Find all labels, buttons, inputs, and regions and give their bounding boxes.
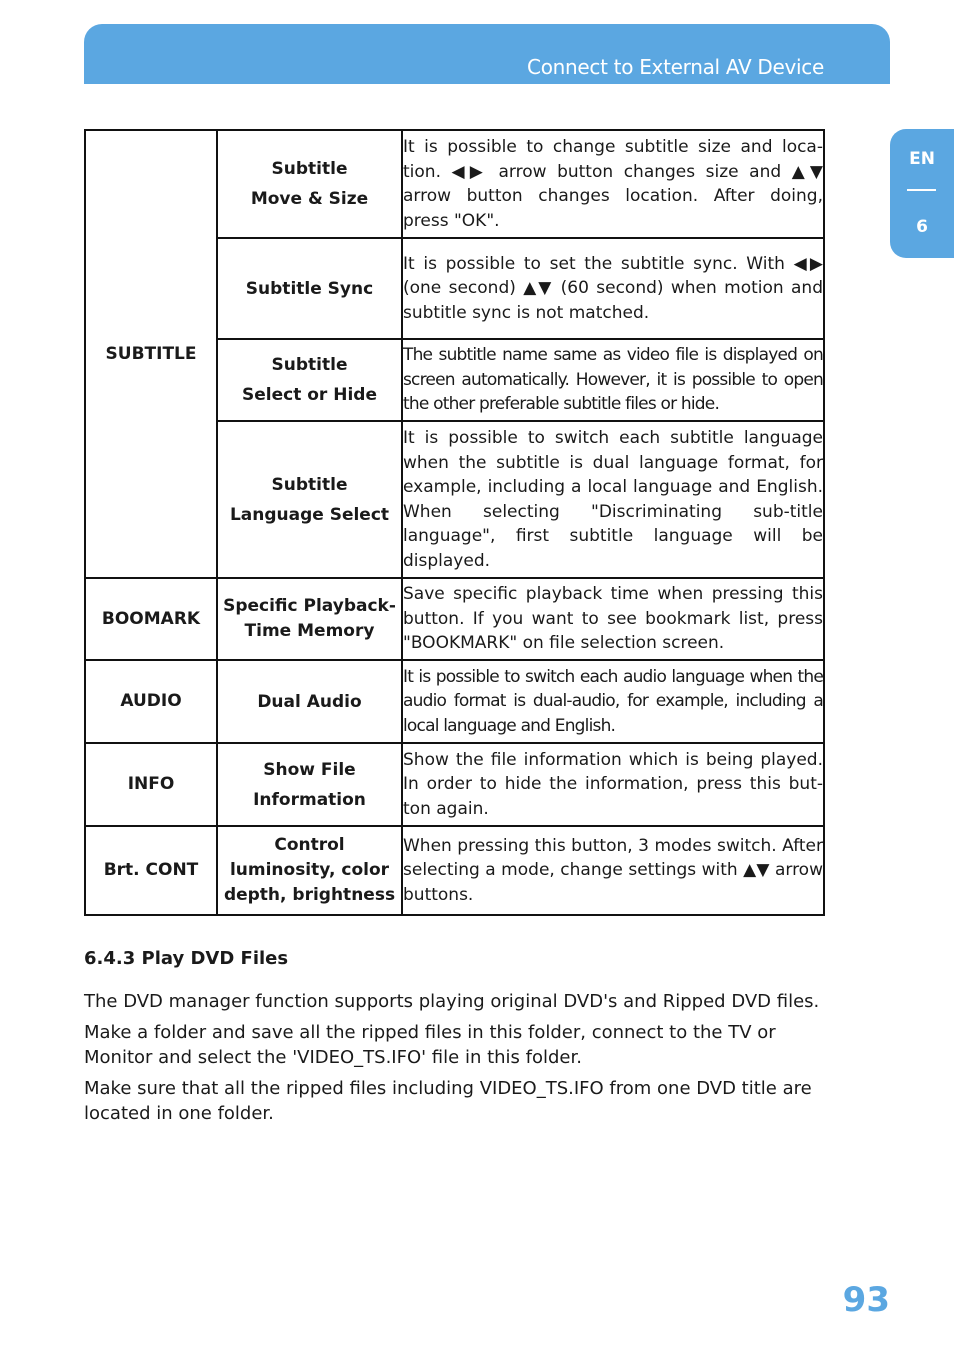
function-line: Time Memory: [244, 621, 375, 641]
chapter-tab: [890, 129, 954, 258]
description-cell: Save specific playback time when pressing this button. If you want to see bookmark list, press "BOOKMARK" on file selection screen.: [402, 578, 824, 660]
body-paragraph: The DVD manager function supports playing original DVD's and Ripped DVD files.: [84, 991, 820, 1012]
function-line: Specific Playback-: [223, 596, 396, 616]
function-line: Move & Size: [250, 189, 369, 209]
table-row: [85, 660, 824, 743]
body-paragraph: Make sure that all the ripped files including VIDEO_TS.IFO from one DVD title are located in one folder.: [84, 1078, 812, 1124]
description-cell: Show the file information which is being played. In order to hide the information, press this but-ton again.: [402, 743, 824, 826]
category-cell: AUDIO: [85, 660, 217, 743]
table-row: [85, 578, 824, 660]
function-cell: [217, 339, 402, 421]
category-cell: SUBTITLE: [85, 130, 217, 578]
function-line: Select or Hide: [242, 385, 377, 405]
function-cell: [217, 238, 402, 339]
function-cell: [217, 743, 402, 826]
function-line: Show File: [263, 759, 356, 780]
function-cell: [217, 660, 402, 743]
page-number: 93: [842, 1280, 890, 1320]
description-cell: When pressing this button, 3 modes switch. After selecting a mode, change settings with ▲▼ arrow buttons.: [402, 826, 824, 915]
function-table: [84, 129, 825, 916]
function-line: luminosity, color: [229, 860, 390, 880]
function-line: depth, brightness: [223, 885, 396, 905]
description-cell: It is possible to switch each subtitle language when the subtitle is dual language format, for example, including a local language and English. When selecting "Discriminating sub-title language", first subtitle language will be displayed.: [402, 421, 824, 578]
table-row: [85, 743, 824, 826]
section-heading: 6.4.3 Play DVD Files: [84, 948, 289, 969]
table-row: [85, 130, 824, 238]
header-title: Connect to External AV Device: [527, 55, 824, 79]
description-cell: It is possible to change subtitle size and loca-tion. ◀▶ arrow button changes size and ▲▼ arrow button changes location. After doing, press "OK".: [402, 130, 824, 238]
description-cell: It is possible to set the subtitle sync. With ◀▶ (one second) ▲▼ (60 second) when motion and subtitle sync is not matched.: [402, 238, 824, 339]
header-bar: [84, 24, 890, 84]
body-paragraph: Make a folder and save all the ripped files in this folder, connect to the TV or Monitor and select the 'VIDEO_TS.IFO' file in this folder.: [84, 1022, 776, 1068]
chapter-number: 6: [916, 217, 928, 237]
function-line: Subtitle: [271, 159, 348, 179]
function-line: Language Select: [229, 504, 390, 525]
category-cell: INFO: [85, 743, 217, 826]
category-cell: Brt. CONT: [85, 826, 217, 915]
tab-divider: [907, 189, 936, 191]
description-cell: It is possible to switch each audio language when the audio format is dual-audio, for example, including a local language and English.: [402, 660, 824, 743]
function-line: Subtitle: [271, 355, 348, 375]
function-line: Control: [274, 835, 345, 855]
function-cell: [217, 130, 402, 238]
function-cell: [217, 826, 402, 915]
table-row: [85, 826, 824, 915]
function-line: Dual Audio: [257, 691, 362, 712]
function-line: Information: [253, 789, 366, 810]
language-label: EN: [909, 149, 935, 169]
category-cell: BOOMARK: [85, 578, 217, 660]
function-cell: [217, 421, 402, 578]
function-cell: [217, 578, 402, 660]
function-line: Subtitle: [271, 474, 348, 495]
description-cell: The subtitle name same as video file is displayed on screen automatically. However, it is possible to open the other preferable subtitle files or hide.: [402, 339, 824, 421]
function-line: Subtitle Sync: [245, 278, 374, 299]
